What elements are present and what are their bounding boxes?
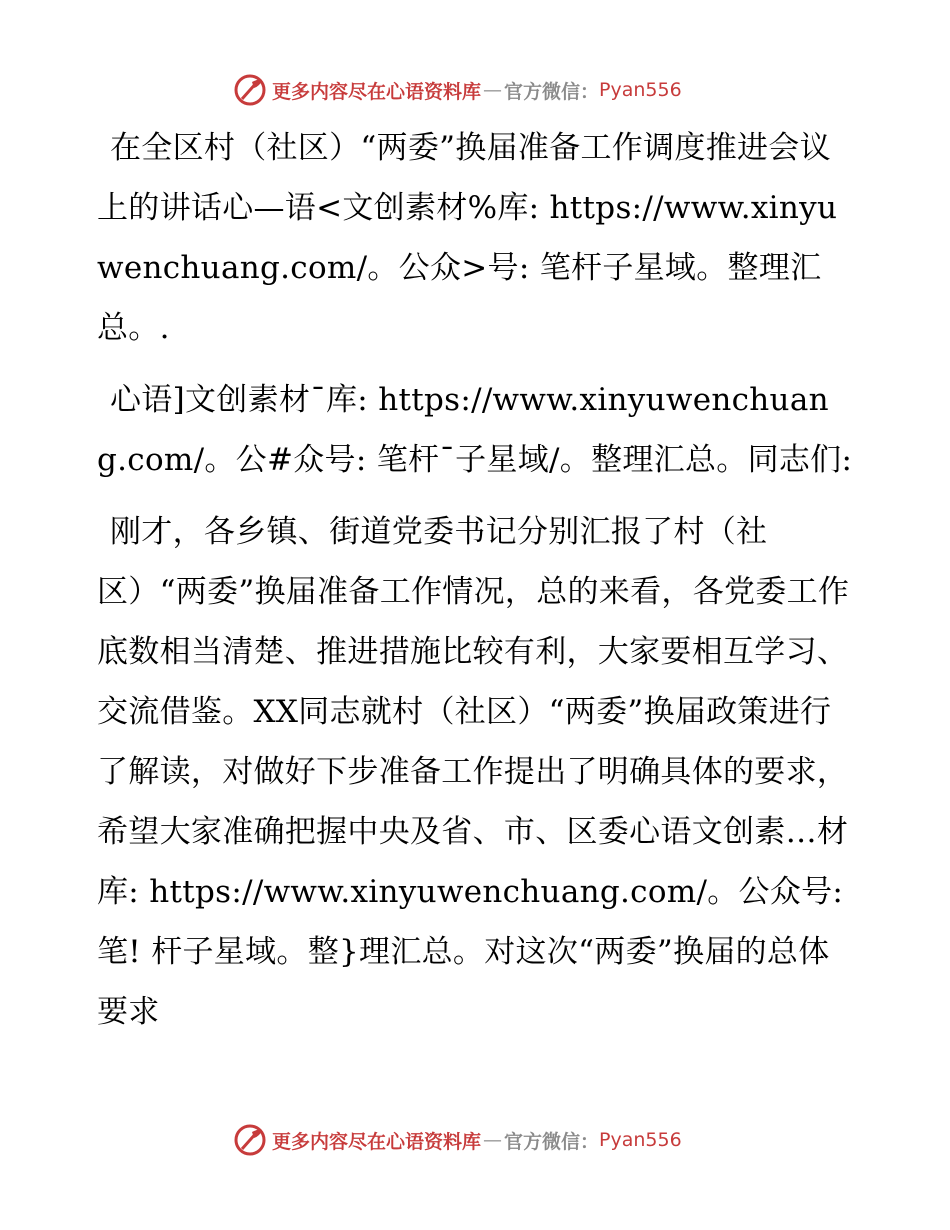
watermark-label: 官方微信： (504, 1130, 600, 1153)
paragraph-text: 心语]文创素材¯库: https://www.xinyuwenchuang.com/。公#众号: 笔杆¯子星域/。整理汇总。同志们: (97, 382, 853, 478)
watermark-text: 更多内容尽在心语资料库 (272, 80, 482, 103)
watermark-id: Pyan556 (599, 79, 682, 101)
paragraph (97, 118, 857, 358)
quill-logo-icon (232, 1122, 268, 1158)
paragraph (97, 502, 857, 1042)
paragraph-text: 刚才，各乡镇、街道党委书记分别汇报了村（社区）“两委”换届准备工作情况，总的来看，各党委工作底数相当清楚、推进措施比较有利，大家要相互学习、交流借鉴。XX同志就村（社区）“两委”换届政策进行了解读，对做好下步准备工作提出了明确具体的要求，希望大家准确把握中央及省、市、区委心语文创素…材库: https://www.xinyuwenchuang.com/。公众号: 笔! 杆子星域。整}理汇总。对这次“两委”换届的总体要求 (97, 514, 850, 1030)
footer-watermark (232, 1120, 682, 1160)
paragraph-text: 在全区村（社区）“两委”换届准备工作调度推进会议上的讲话心—语<文创素材%库: https://www.xinyuwenchuang.com/。公众>号: 笔杆子星域。整理汇总。. (97, 130, 838, 346)
watermark-label: 官方微信： (504, 80, 600, 103)
watermark-text: 更多内容尽在心语资料库 (272, 1130, 482, 1153)
document-body (97, 118, 857, 1054)
quill-logo-icon (232, 72, 268, 108)
watermark-separator: — (483, 1129, 503, 1151)
header-watermark (232, 70, 682, 110)
paragraph (97, 370, 857, 490)
watermark-separator: — (483, 79, 503, 101)
watermark-id: Pyan556 (599, 1129, 682, 1151)
